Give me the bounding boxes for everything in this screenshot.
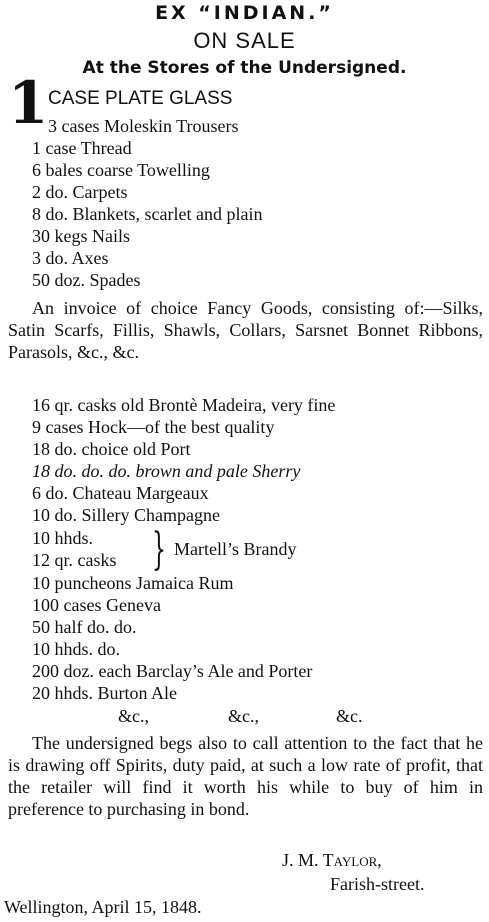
list-item: 3 do. Axes	[32, 248, 109, 268]
list-item: 100 cases Geneva	[32, 595, 161, 615]
list-item: 16 qr. casks old Brontè Madeira, very fine	[32, 395, 336, 415]
list-item: 18 do. do. do. brown and pale Sherry	[32, 461, 301, 481]
list-item: 6 bales coarse Towelling	[32, 160, 210, 180]
brandy-label: Martell’s Brandy	[174, 539, 297, 559]
etc-mark: &c.	[336, 706, 363, 726]
signature-street: Farish-street.	[330, 874, 425, 894]
dateline: Wellington, April 15, 1848.	[4, 897, 202, 917]
brandy-quantity: 12 qr. casks	[32, 550, 117, 570]
list-item: 2 do. Carpets	[32, 182, 128, 202]
first-item: CASE PLATE GLASS	[48, 88, 233, 109]
list-item: 200 doz. each Barclay’s Ale and Porter	[32, 661, 313, 681]
list-item: 1 case Thread	[32, 138, 132, 158]
list-item: 50 doz. Spades	[32, 270, 141, 290]
list-item: 10 hhds. do.	[32, 639, 121, 659]
list-item: 3 cases Moleskin Trousers	[48, 116, 239, 136]
notice-paragraph: The undersigned begs also to call attention to the fact that he is drawing off Spirits, duty paid, at such a low rate of profit, that the retailer will find it worth his while to buy of him in preference to purchasing in bond.	[8, 733, 483, 819]
drop-cap-numeral: 1	[8, 69, 49, 137]
list-item: 8 do. Blankets, scarlet and plain	[32, 204, 263, 224]
list-item: 20 hhds. Burton Ale	[32, 683, 178, 703]
brandy-quantity: 10 hhds.	[32, 528, 94, 548]
list-item: 18 do. choice old Port	[32, 439, 191, 459]
etc-mark: &c.,	[118, 706, 149, 726]
fancy-goods-paragraph: An invoice of choice Fancy Goods, consisting of:—Silks, Satin Scarfs, Fillis, Shawls, Collars, Sarsnet Bonnet Ribbons, Parasols, &c., &c.	[8, 298, 483, 362]
brace-mark: }	[152, 524, 166, 575]
list-item: 10 do. Sillery Champagne	[32, 505, 220, 525]
signature-name: J. M. Taylor,	[282, 850, 382, 870]
on-sale-heading: ON SALE	[193, 28, 296, 53]
ship-heading: EX “INDIAN.”	[155, 2, 334, 24]
list-item: 6 do. Chateau Margeaux	[32, 483, 209, 503]
stores-heading: At the Stores of the Undersigned.	[82, 58, 407, 78]
etc-mark: &c.,	[228, 706, 259, 726]
list-item: 50 half do. do.	[32, 617, 137, 637]
list-item: 9 cases Hock—of the best quality	[32, 417, 275, 437]
list-item: 30 kegs Nails	[32, 226, 130, 246]
list-item: 10 puncheons Jamaica Rum	[32, 573, 234, 593]
